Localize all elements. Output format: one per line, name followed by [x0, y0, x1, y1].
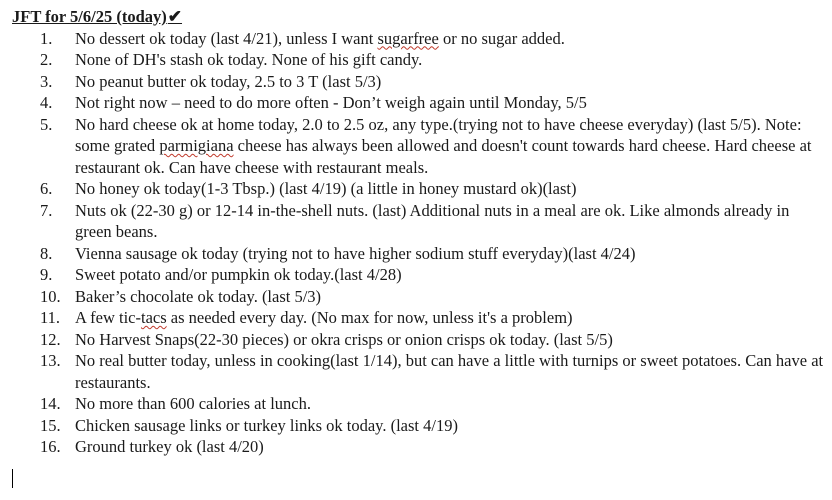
item-text: or no sugar added.: [438, 28, 565, 48]
numbered-list: [12, 28, 824, 458]
list-number: 12.: [40, 329, 61, 349]
list-item: [12, 415, 824, 437]
list-number: 6.: [40, 179, 53, 198]
list-item: [12, 329, 824, 351]
misspelled-word[interactable]: tacs: [140, 308, 167, 327]
list-number: 9.: [40, 265, 53, 284]
item-text: Not right now – need to do more often - Don’t weigh again until Monday, 5/5: [75, 93, 587, 112]
document-title: [12, 6, 824, 28]
item-text: None of DH's stash ok today. None of his gift candy.: [75, 50, 423, 69]
misspelled-word[interactable]: sugarfree: [377, 28, 439, 48]
list-item: [12, 49, 824, 71]
list-item: [12, 393, 824, 415]
item-text: Vienna sausage ok today (trying not to have higher sodium stuff everyday)(last 4/24): [75, 243, 636, 263]
item-text: No more than 600 calories at lunch.: [75, 394, 311, 413]
list-item: [12, 178, 824, 200]
list-item: [12, 71, 824, 93]
list-number: 10.: [40, 286, 61, 306]
list-number: 14.: [40, 394, 61, 413]
list-item: [12, 200, 824, 243]
text-cursor: [12, 469, 13, 488]
list-item: [12, 114, 824, 179]
item-text: No honey ok today(1-3 Tbsp.) (last 4/19) (a little in honey mustard ok)(last): [75, 179, 577, 198]
list-item: [12, 307, 824, 329]
list-item: [12, 264, 824, 286]
list-item: [12, 436, 824, 458]
checkmark-icon: ✔: [167, 7, 183, 26]
item-text: Sweet potato and/or pumpkin ok today.(last 4/28): [75, 265, 402, 284]
list-number: 2.: [40, 50, 53, 69]
document-body[interactable]: [12, 6, 824, 458]
item-text: No Harvest Snaps(22-30 pieces) or okra crisps or onion crisps ok today. (last 5/5): [75, 329, 613, 349]
list-number: 8.: [40, 243, 53, 263]
list-number: 15.: [40, 415, 61, 435]
list-item: [12, 243, 824, 265]
item-text: A few tic-: [75, 308, 141, 327]
list-item: [12, 350, 824, 393]
item-text: No real butter today, unless in cooking(last 1/14), but can have a little with turnips or sweet potatoes. Can have at restaurants.: [75, 351, 824, 392]
list-item: [12, 286, 824, 308]
list-number: 1.: [40, 28, 53, 48]
item-text: No hard cheese ok at home today, 2.0 to 2.5 oz, any type.(trying not to have cheese everyday) (last 5/5). Note: some grated: [75, 114, 802, 155]
list-number: 5.: [40, 114, 53, 134]
item-text: No dessert ok today (last 4/21), unless I want: [75, 28, 378, 48]
title-text: JFT for 5/6/25 (today): [12, 7, 167, 26]
item-text: cheese has always been allowed and doesn't count towards hard cheese. Hard cheese at restaurant ok. Can have cheese with restaurant meals.: [75, 136, 812, 177]
item-text: as needed every day. (No max for now, unless it's a problem): [166, 308, 573, 327]
item-text: Baker’s chocolate ok today. (last 5/3): [75, 286, 322, 306]
list-number: 7.: [40, 200, 53, 220]
list-number: 3.: [40, 71, 53, 91]
item-text: Chicken sausage links or turkey links ok today. (last 4/19): [75, 415, 458, 435]
list-number: 11.: [40, 308, 61, 327]
item-text: Ground turkey ok (last 4/20): [75, 437, 264, 456]
list-item: [12, 92, 824, 114]
list-number: 13.: [40, 351, 61, 370]
list-number: 16.: [40, 437, 61, 456]
list-item: [12, 28, 824, 50]
item-text: No peanut butter ok today, 2.5 to 3 T (last 5/3): [75, 71, 382, 91]
item-text: Nuts ok (22-30 g) or 12-14 in-the-shell nuts. (last) Additional nuts in a meal are ok. Like almonds already in green beans.: [75, 200, 790, 241]
misspelled-word[interactable]: parmigiana: [159, 136, 234, 155]
list-number: 4.: [40, 93, 53, 112]
